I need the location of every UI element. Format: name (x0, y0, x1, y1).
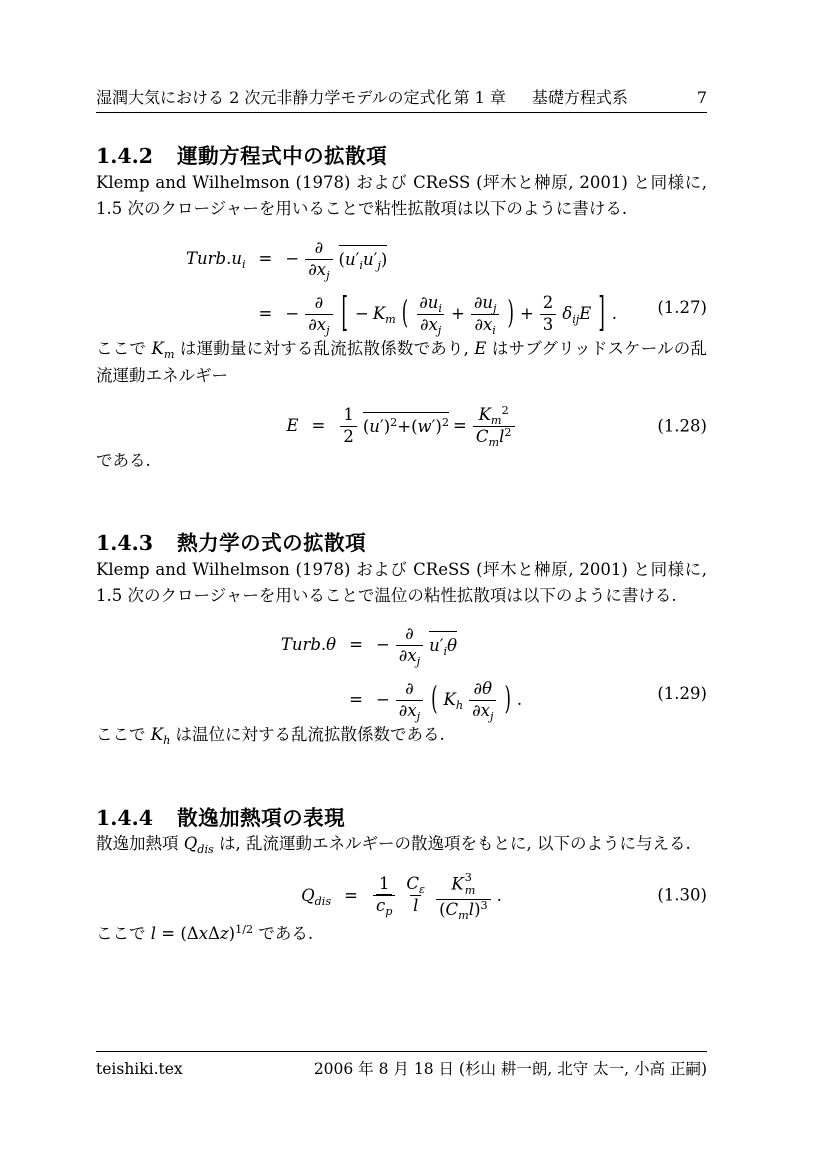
math-token: x (428, 314, 438, 334)
fraction-denominator (417, 314, 444, 336)
prime-mark: ′ (379, 417, 384, 437)
math-token: ∂ (419, 293, 428, 312)
fraction-denominator: 3 (540, 314, 557, 336)
math-token-group (373, 301, 396, 328)
section-title: 運動方程式中の拡散項 (177, 144, 388, 168)
fraction (396, 624, 423, 667)
math-token: Turb. (280, 635, 327, 655)
math-subscript: j (493, 301, 497, 315)
section-number: 1.4.4 (96, 805, 154, 830)
fraction (471, 293, 500, 336)
math-token: K (478, 405, 491, 425)
fraction (340, 405, 357, 448)
eq-rhs (285, 289, 618, 337)
math-subscript: dis (197, 843, 214, 857)
prime-mark: ′ (439, 636, 444, 656)
math-token: K (150, 724, 164, 744)
math-token: K (372, 304, 386, 324)
section-heading-1.4.2 (96, 144, 707, 170)
math-subscript: ij (572, 313, 580, 327)
math-token: u (427, 293, 439, 312)
fraction-denominator (396, 645, 423, 667)
section-number: 1.4.2 (96, 144, 154, 168)
equals-sign: = (344, 885, 358, 905)
eq-lhs (301, 883, 331, 910)
section-title: 熱力学の式の拡散項 (177, 531, 367, 556)
footer-filename: teishiki.tex (96, 1060, 183, 1078)
eq-lhs (281, 632, 336, 659)
equation-number: (1.27) (657, 298, 707, 318)
math-subscript: m (163, 347, 175, 361)
minus-sign: − (354, 304, 369, 324)
minus-sign: − (285, 304, 300, 324)
epsilon-subscript: ε (419, 883, 426, 897)
fraction-numerator: ∂ (314, 238, 324, 258)
equals-sign: = (349, 690, 363, 710)
math-token: x (407, 646, 417, 666)
math-token: u (429, 636, 440, 656)
math-token: l (150, 923, 157, 943)
overline-term (375, 894, 393, 919)
math-subscript: i (438, 301, 442, 315)
math-token: ( (439, 899, 446, 919)
fraction (540, 293, 557, 336)
running-head (96, 88, 707, 113)
fraction (436, 871, 491, 921)
math-token: ∂ (419, 314, 429, 334)
text-run: は, 乱流運動エネルギーの散逸項をもとに, 以下のように与える. (213, 834, 691, 854)
math-superscript: 1/2 (235, 922, 254, 936)
fraction (373, 874, 395, 917)
Delta-symbol: Δ (208, 923, 220, 943)
equation-number: (1.28) (657, 416, 707, 436)
math-subscript: i (241, 258, 246, 272)
period: . (516, 690, 523, 710)
eq-rhs (371, 871, 502, 921)
math-token: x (407, 701, 417, 720)
page-footer (96, 1051, 707, 1082)
minus-sign: − (285, 249, 300, 269)
math-subscript: i (443, 645, 448, 659)
paragraph (96, 921, 707, 948)
math-token: ) (383, 417, 391, 437)
aligned-equation (186, 238, 617, 336)
math-token: u (231, 249, 242, 269)
text-run: は温位に対する乱流拡散係数である. (170, 724, 445, 744)
fraction-numerator (448, 871, 478, 899)
running-head-chapter: 第 1 章 (453, 88, 506, 107)
fraction-numerator (416, 293, 445, 314)
math-token: ∂ (472, 701, 481, 720)
section-heading-1.4.3 (96, 531, 707, 557)
fraction-denominator (471, 314, 498, 336)
math-subscript: m (385, 313, 396, 327)
equation-1.30 (96, 871, 707, 921)
math-token: Q (183, 834, 198, 854)
period: . (611, 304, 618, 324)
math-token: E (474, 338, 487, 358)
math-subscript: j (377, 259, 381, 273)
math-token: ∂ (308, 314, 317, 334)
math-subscript: j (416, 654, 421, 668)
math-token: ∂ (474, 314, 483, 334)
right-bracket: ] (598, 289, 605, 336)
running-head-section: 基礎方程式系 (531, 88, 628, 107)
equals-sign: = (452, 416, 467, 436)
paragraph (96, 336, 707, 389)
paragraph (96, 831, 707, 858)
footer-date-authors: 2006 年 8 月 18 日 (杉山 耕一朗, 北守 太一, 小高 正嗣) (313, 1060, 707, 1078)
math-subscript: j (416, 709, 421, 723)
plus-sign: + (397, 417, 412, 437)
equation-1.28 (96, 405, 707, 448)
math-token: ) (228, 923, 236, 943)
period: . (496, 885, 502, 905)
equals-sign: = (161, 923, 176, 943)
fraction-numerator (471, 293, 500, 314)
math-subscript: i (492, 323, 496, 337)
fraction (403, 874, 428, 917)
fraction-numerator: 1 (378, 874, 390, 894)
paragraph: Klemp and Wilhelmson (1978) および CReSS (坪木と榊原, 2001) と同様に, 1.5 次のクロージャーを用いることで粘性拡散項は以下のように書ける. (96, 172, 707, 219)
eq-rhs (285, 238, 387, 281)
math-subscript: dis (314, 894, 332, 908)
page-content (96, 88, 707, 948)
math-token: ) (380, 250, 388, 270)
fraction (305, 238, 332, 281)
fraction-denominator (473, 426, 515, 448)
left-paren: ( (401, 294, 409, 331)
page-number: 7 (696, 88, 707, 107)
equation-1.27 (96, 238, 707, 336)
math-superscript: 3 (480, 898, 488, 912)
fraction-numerator: 2 (542, 293, 554, 312)
math-superscript: 2 (504, 426, 512, 440)
prime-mark: ′ (373, 250, 378, 270)
equation-1.29 (96, 624, 707, 722)
math-superscript: 2 (390, 416, 398, 430)
math-token: x (198, 923, 209, 943)
math-token-group (444, 687, 464, 714)
section-number: 1.4.3 (96, 531, 154, 556)
fraction-denominator (396, 700, 423, 722)
math-token: ) (474, 899, 481, 919)
text-run: ここで (96, 338, 152, 358)
math-subscript: j (489, 709, 494, 723)
equals-sign: = (311, 416, 326, 436)
math-subscript: h (455, 699, 464, 713)
overline-term (339, 245, 388, 274)
math-token: ( (338, 250, 345, 270)
fraction (473, 405, 515, 448)
math-token: z (219, 923, 229, 943)
math-token: ( (411, 417, 418, 437)
math-subscript: j (326, 323, 330, 337)
math-superscript: 2 (501, 404, 509, 418)
math-token: c (375, 896, 386, 916)
fraction-numerator: ∂ (314, 293, 324, 312)
math-token: ) (435, 417, 442, 437)
fraction-denominator (469, 700, 496, 722)
math-subscript: j (437, 323, 442, 337)
fraction (305, 293, 332, 336)
math-superscript: 2 (441, 416, 449, 430)
math-subscript: m (464, 883, 476, 897)
math-token: ( (180, 923, 187, 943)
math-token: C (445, 899, 459, 919)
math-token: ∂ (398, 701, 408, 720)
math-subscript: p (385, 905, 393, 919)
math-subscript: h (163, 733, 171, 747)
math-token: x (480, 701, 490, 720)
math-token: x (316, 260, 327, 280)
fraction-numerator (476, 405, 512, 426)
math-token: u (344, 250, 356, 270)
eq-rhs (376, 679, 522, 722)
plus-sign: + (519, 304, 534, 324)
delta-symbol: δ (562, 304, 573, 324)
paragraph: である. (96, 451, 151, 471)
equals-sign: = (258, 249, 273, 269)
eq-lhs: E (286, 416, 299, 436)
math-subscript: i (359, 259, 363, 273)
fraction-denominator (373, 895, 395, 917)
prime-mark: ′ (431, 417, 436, 437)
stacked-scripts (465, 872, 476, 898)
math-token: C (475, 427, 489, 447)
theta-symbol: θ (482, 679, 493, 699)
equals-sign: = (349, 635, 363, 655)
eq-rhs (338, 405, 516, 448)
math-token: Q (301, 885, 315, 905)
math-token: x (316, 314, 327, 334)
fraction (396, 679, 423, 722)
aligned-equation (286, 405, 516, 448)
fraction (469, 679, 496, 722)
fraction (416, 293, 445, 336)
section-title: 散逸加熱項の表現 (177, 805, 346, 830)
text-run: 散逸加熱項 (96, 834, 184, 854)
math-token: ∂ (308, 260, 317, 280)
aligned-equation (281, 624, 522, 722)
math-token: E (579, 304, 592, 324)
equation-number: (1.29) (657, 684, 707, 704)
math-token: ( (362, 417, 370, 437)
section-heading-1.4.4 (96, 806, 707, 832)
math-token: u (369, 417, 380, 437)
math-token: u (362, 250, 374, 270)
text-run: は運動量に対する乱流拡散係数であり, (174, 338, 475, 358)
math-token: ∂ (473, 293, 483, 312)
fraction-denominator: l (410, 895, 421, 917)
math-token: l (499, 427, 505, 447)
aligned-equation (301, 871, 502, 921)
math-token-group (562, 301, 591, 328)
math-token: K (443, 690, 456, 710)
math-token: ∂ (473, 679, 483, 699)
text-run: ここで (96, 923, 151, 943)
math-subscript: m (458, 908, 469, 922)
prime-mark: ′ (355, 250, 360, 270)
fraction-numerator (403, 874, 428, 895)
fraction-numerator: ∂ (405, 679, 414, 699)
math-subscript: j (326, 268, 330, 282)
theta-symbol: θ (447, 636, 458, 656)
math-token: u (482, 293, 494, 312)
equation-number: (1.30) (657, 885, 707, 905)
left-bracket: [ (341, 289, 348, 336)
theta-symbol: θ (326, 635, 337, 655)
eq-lhs (186, 246, 246, 273)
fraction-numerator (471, 679, 495, 700)
text-run: である. (253, 923, 314, 943)
math-subscript: m (490, 414, 502, 428)
math-token: K (451, 874, 464, 894)
math-token: w (417, 417, 432, 437)
text-run: ここで (96, 724, 151, 744)
fraction-denominator (436, 899, 491, 921)
Delta-symbol: Δ (186, 923, 199, 943)
math-subscript: m (488, 436, 500, 450)
right-paren: ) (507, 294, 514, 331)
math-token: K (151, 338, 164, 358)
math-token: Turb. (185, 249, 232, 269)
math-token: x (482, 314, 493, 334)
minus-sign: − (375, 635, 390, 655)
overline-term (429, 631, 457, 660)
equals-sign: = (258, 304, 273, 324)
math-token: C (406, 874, 420, 894)
text-run: はサブグリッドスケールの乱流運動エネルギー (96, 338, 707, 385)
math-token: ∂ (398, 646, 408, 666)
running-head-title: 湿潤大気における 2 次元非静力学モデルの定式化 (96, 88, 452, 107)
paragraph (96, 722, 707, 749)
fraction-numerator: 1 (343, 405, 354, 425)
fraction-denominator (305, 259, 332, 281)
fraction-denominator (305, 314, 332, 336)
minus-sign: − (375, 690, 390, 710)
left-paren: ( (431, 680, 438, 717)
paragraph: Klemp and Wilhelmson (1978) および CReSS (坪木と榊原, 2001) と同様に, 1.5 次のクロージャーを用いることで温位の粘性拡散項は以下のように書ける. (96, 559, 707, 606)
right-paren: ) (504, 680, 511, 717)
overline-term (363, 412, 449, 441)
math-superscript: 3 (464, 871, 472, 885)
fraction-denominator: 2 (340, 426, 357, 448)
math-token: l (468, 899, 475, 919)
plus-sign: + (451, 304, 465, 324)
eq-rhs (376, 624, 457, 667)
fraction-numerator: ∂ (405, 624, 414, 644)
